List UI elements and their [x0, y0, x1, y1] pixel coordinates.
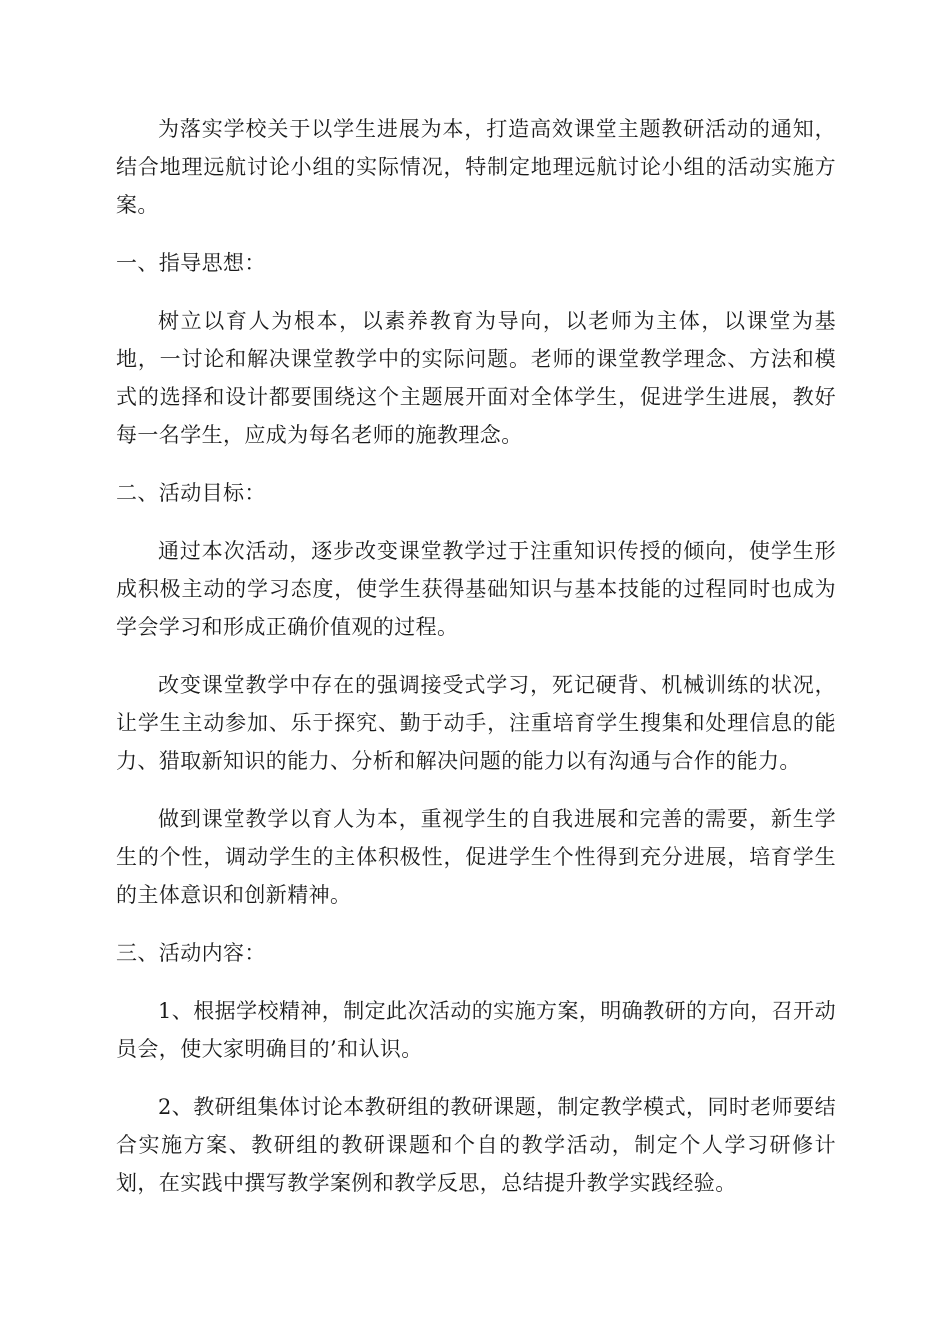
intro-paragraph: 为落实学校关于以学生进展为本，打造高效课堂主题教研活动的通知，结合地理远航讨论小组的实际情况，特制定地理远航讨论小组的活动实施方案。 — [116, 117, 836, 217]
section-heading-activity-goals: 二、活动目标： — [116, 481, 266, 505]
section-heading-guiding-ideology: 一、指导思想： — [116, 251, 266, 275]
activity-content-item-1: 1、根据学校精神，制定此次活动的实施方案，明确教研的方向，召开动员会，使大家明确目的’和认识。 — [116, 999, 836, 1061]
section-heading-activity-content: 三、活动内容： — [116, 941, 266, 965]
activity-goals-paragraph-1: 通过本次活动，逐步改变课堂教学过于注重知识传授的倾向，使学生形成积极主动的学习态度，使学生获得基础知识与基本技能的过程同时也成为学会学习和形成正确价值观的过程。 — [116, 539, 836, 639]
activity-goals-paragraph-2: 改变课堂教学中存在的强调接受式学习，死记硬背、机械训练的状况，让学生主动参加、乐于探究、勤于动手，注重培育学生搜集和处理信息的能力、猎取新知识的能力、分析和解决问题的能力以有沟通与合作的能力。 — [116, 673, 836, 773]
activity-content-item-2: 2、教研组集体讨论本教研组的教研课题，制定教学模式，同时老师要结合实施方案、教研组的教研课题和个自的教学活动，制定个人学习研修计划，在实践中撰写教学案例和教学反思，总结提升教学实践经验。 — [116, 1095, 836, 1195]
guiding-ideology-paragraph: 树立以育人为根本，以素养教育为导向，以老师为主体，以课堂为基地，一讨论和解决课堂教学中的实际问题。老师的课堂教学理念、方法和模式的选择和设计都要围绕这个主题展开面对全体学生，促进学生进展，教好每一名学生，应成为每名老师的施教理念。 — [116, 309, 836, 447]
activity-goals-paragraph-3: 做到课堂教学以育人为本，重视学生的自我进展和完善的需要，新生学生的个性，调动学生的主体积极性，促进学生个性得到充分进展，培育学生的主体意识和创新精神。 — [116, 807, 836, 907]
document-body — [116, 110, 836, 1222]
